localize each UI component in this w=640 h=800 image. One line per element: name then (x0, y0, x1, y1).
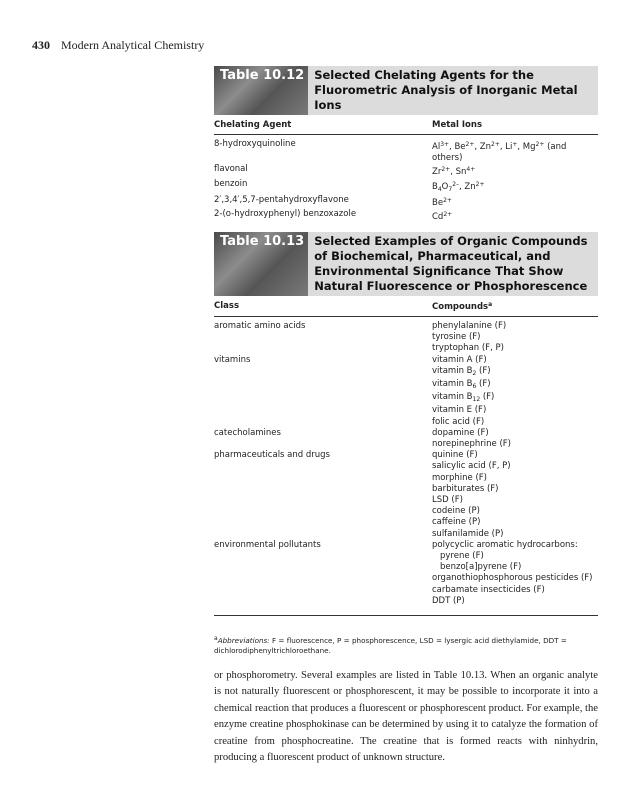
footnote-text: F = fluorescence, P = phosphorescence, LSD = lysergic acid diethylamide, DDT = dichlorodiphenyltrichloroethane. (214, 636, 567, 655)
body-paragraph: or phosphorometry. Several examples are listed in Table 10.13. When an organic analyte is not naturally fluorescent or phosphorescent, it may be possible to incorporate it into a chemical reaction that produces a fluorescent or phosphorescent product. For example, the enzyme creatine phosphokinase can be determined by using it to catalyze the formation of creatine from phosphocreatine. The creatine that is formed reacts with ninhydrin, producing a fluorescent product of unknown structure. (214, 670, 598, 764)
table-row (214, 450, 598, 540)
class-cell: vitamins (214, 354, 251, 365)
compound-item: codeine (P) (432, 506, 480, 517)
class-cell: environmental pollutants (214, 539, 321, 550)
compounds-label: Compounds (432, 302, 489, 312)
table-row (214, 139, 598, 164)
compound-item: vitamin $B_{12}$ (F) (432, 392, 495, 404)
compound-item: barbiturates (F) (432, 483, 499, 494)
agent-cell: 2-(o-hydroxyphenyl) benzoxazole (214, 209, 357, 220)
footnote-label: Abbreviations: (217, 636, 270, 645)
compound-item: tyrosine (F) (432, 332, 481, 343)
footnote-mark: a (214, 635, 218, 642)
compounds-cell (432, 428, 598, 450)
running-title: Modern Analytical Chemistry (61, 38, 205, 52)
page-number: 430 (32, 38, 50, 52)
table-tag: Table 10.13 (214, 232, 308, 296)
compound-item: tryptophan (F, P) (432, 343, 504, 354)
compound-item: caffeine (P) (432, 517, 481, 528)
table-header (214, 66, 598, 115)
compound-item: LSD (F) (432, 495, 463, 506)
col-header-compounds (432, 301, 598, 312)
table-row (214, 164, 598, 178)
ions-cell: $B_4O_7^{2-}$, $Zn^{2+}$ (432, 180, 485, 193)
table-row (214, 321, 598, 355)
table-row (214, 195, 598, 209)
compounds-cell (432, 540, 598, 607)
agent-cell: 2′,3,4′,5,7-pentahydroxyflavone (214, 194, 349, 205)
compounds-cell (432, 450, 598, 540)
agent-cell: 8-hydroxyquinoline (214, 139, 296, 149)
ions-cell: $Cd^{2+}$ (432, 211, 453, 223)
class-cell: pharmaceuticals and drugs (214, 450, 330, 461)
ions-cell: $Al^{3+}$, $Be^{2+}$, $Zn^{2+}$, Li+, $Mg^{2+}$ (and others) (432, 141, 567, 164)
table-footnote (214, 634, 598, 656)
class-cell: catecholamines (214, 427, 281, 438)
footnote-mark: a (488, 301, 493, 308)
table-title: Selected Examples of Organic Compounds of Biochemical, Pharmaceutical, and Environmental Significance That Show Natural Fluorescence or Phosphorescence (314, 234, 588, 293)
compound-item: vitamin $B_2$ (F) (432, 365, 491, 377)
compound-item: folic acid (F) (432, 416, 485, 427)
compound-item: salicylic acid (F, P) (432, 461, 511, 472)
column-headers (214, 296, 598, 317)
compounds-cell (432, 321, 598, 355)
compound-item: vitamin A (F) (432, 354, 487, 365)
col-header-metal-ions: Metal Ions (432, 120, 483, 130)
table-row (214, 179, 598, 195)
compound-item: quinine (F) (432, 450, 478, 461)
compound-item: pyrene (F) (440, 551, 484, 562)
compound-item: polycyclic aromatic hydrocarbons: (432, 539, 578, 550)
compound-item: phenylalanine (F) (432, 321, 507, 331)
compound-item: morphine (F) (432, 472, 487, 483)
compound-item: vitamin $B_6$ (F) (432, 379, 491, 391)
compound-item: norepinephrine (F) (432, 439, 511, 450)
table-row (214, 355, 598, 428)
compound-item: DDT (P) (432, 595, 465, 606)
table-10-12 (214, 66, 598, 258)
table-header (214, 232, 598, 296)
table-tag: Table 10.12 (214, 66, 308, 115)
compound-item: vitamin E (F) (432, 405, 487, 416)
col-header-class: Class (214, 301, 240, 311)
compound-item: dopamine (F) (432, 427, 489, 438)
col-header-chelating-agent: Chelating Agent (214, 120, 292, 130)
compounds-cell (432, 355, 598, 428)
agent-cell: flavonal (214, 164, 248, 175)
column-headers (214, 115, 598, 135)
agent-cell: benzoin (214, 178, 248, 189)
ions-cell: $Zr^{2+}$, $Sn^{4+}$ (432, 166, 476, 178)
table-row (214, 540, 598, 607)
table-title: Selected Chelating Agents for the Fluorometric Analysis of Inorganic Metal Ions (314, 68, 578, 112)
table-10-13 (214, 232, 598, 616)
table-row (214, 209, 598, 223)
ions-cell: $Be^{2+}$ (432, 196, 452, 208)
compound-item: carbamate insecticides (F) (432, 584, 545, 595)
table-body (214, 317, 598, 616)
running-header (32, 38, 204, 53)
table-row (214, 428, 598, 450)
class-cell: aromatic amino acids (214, 321, 306, 331)
compound-item: sulfanilamide (P) (432, 528, 504, 539)
compound-item: organothiophosphorous pesticides (F) (432, 573, 593, 584)
compound-item: benzo[a]pyrene (F) (440, 562, 522, 573)
